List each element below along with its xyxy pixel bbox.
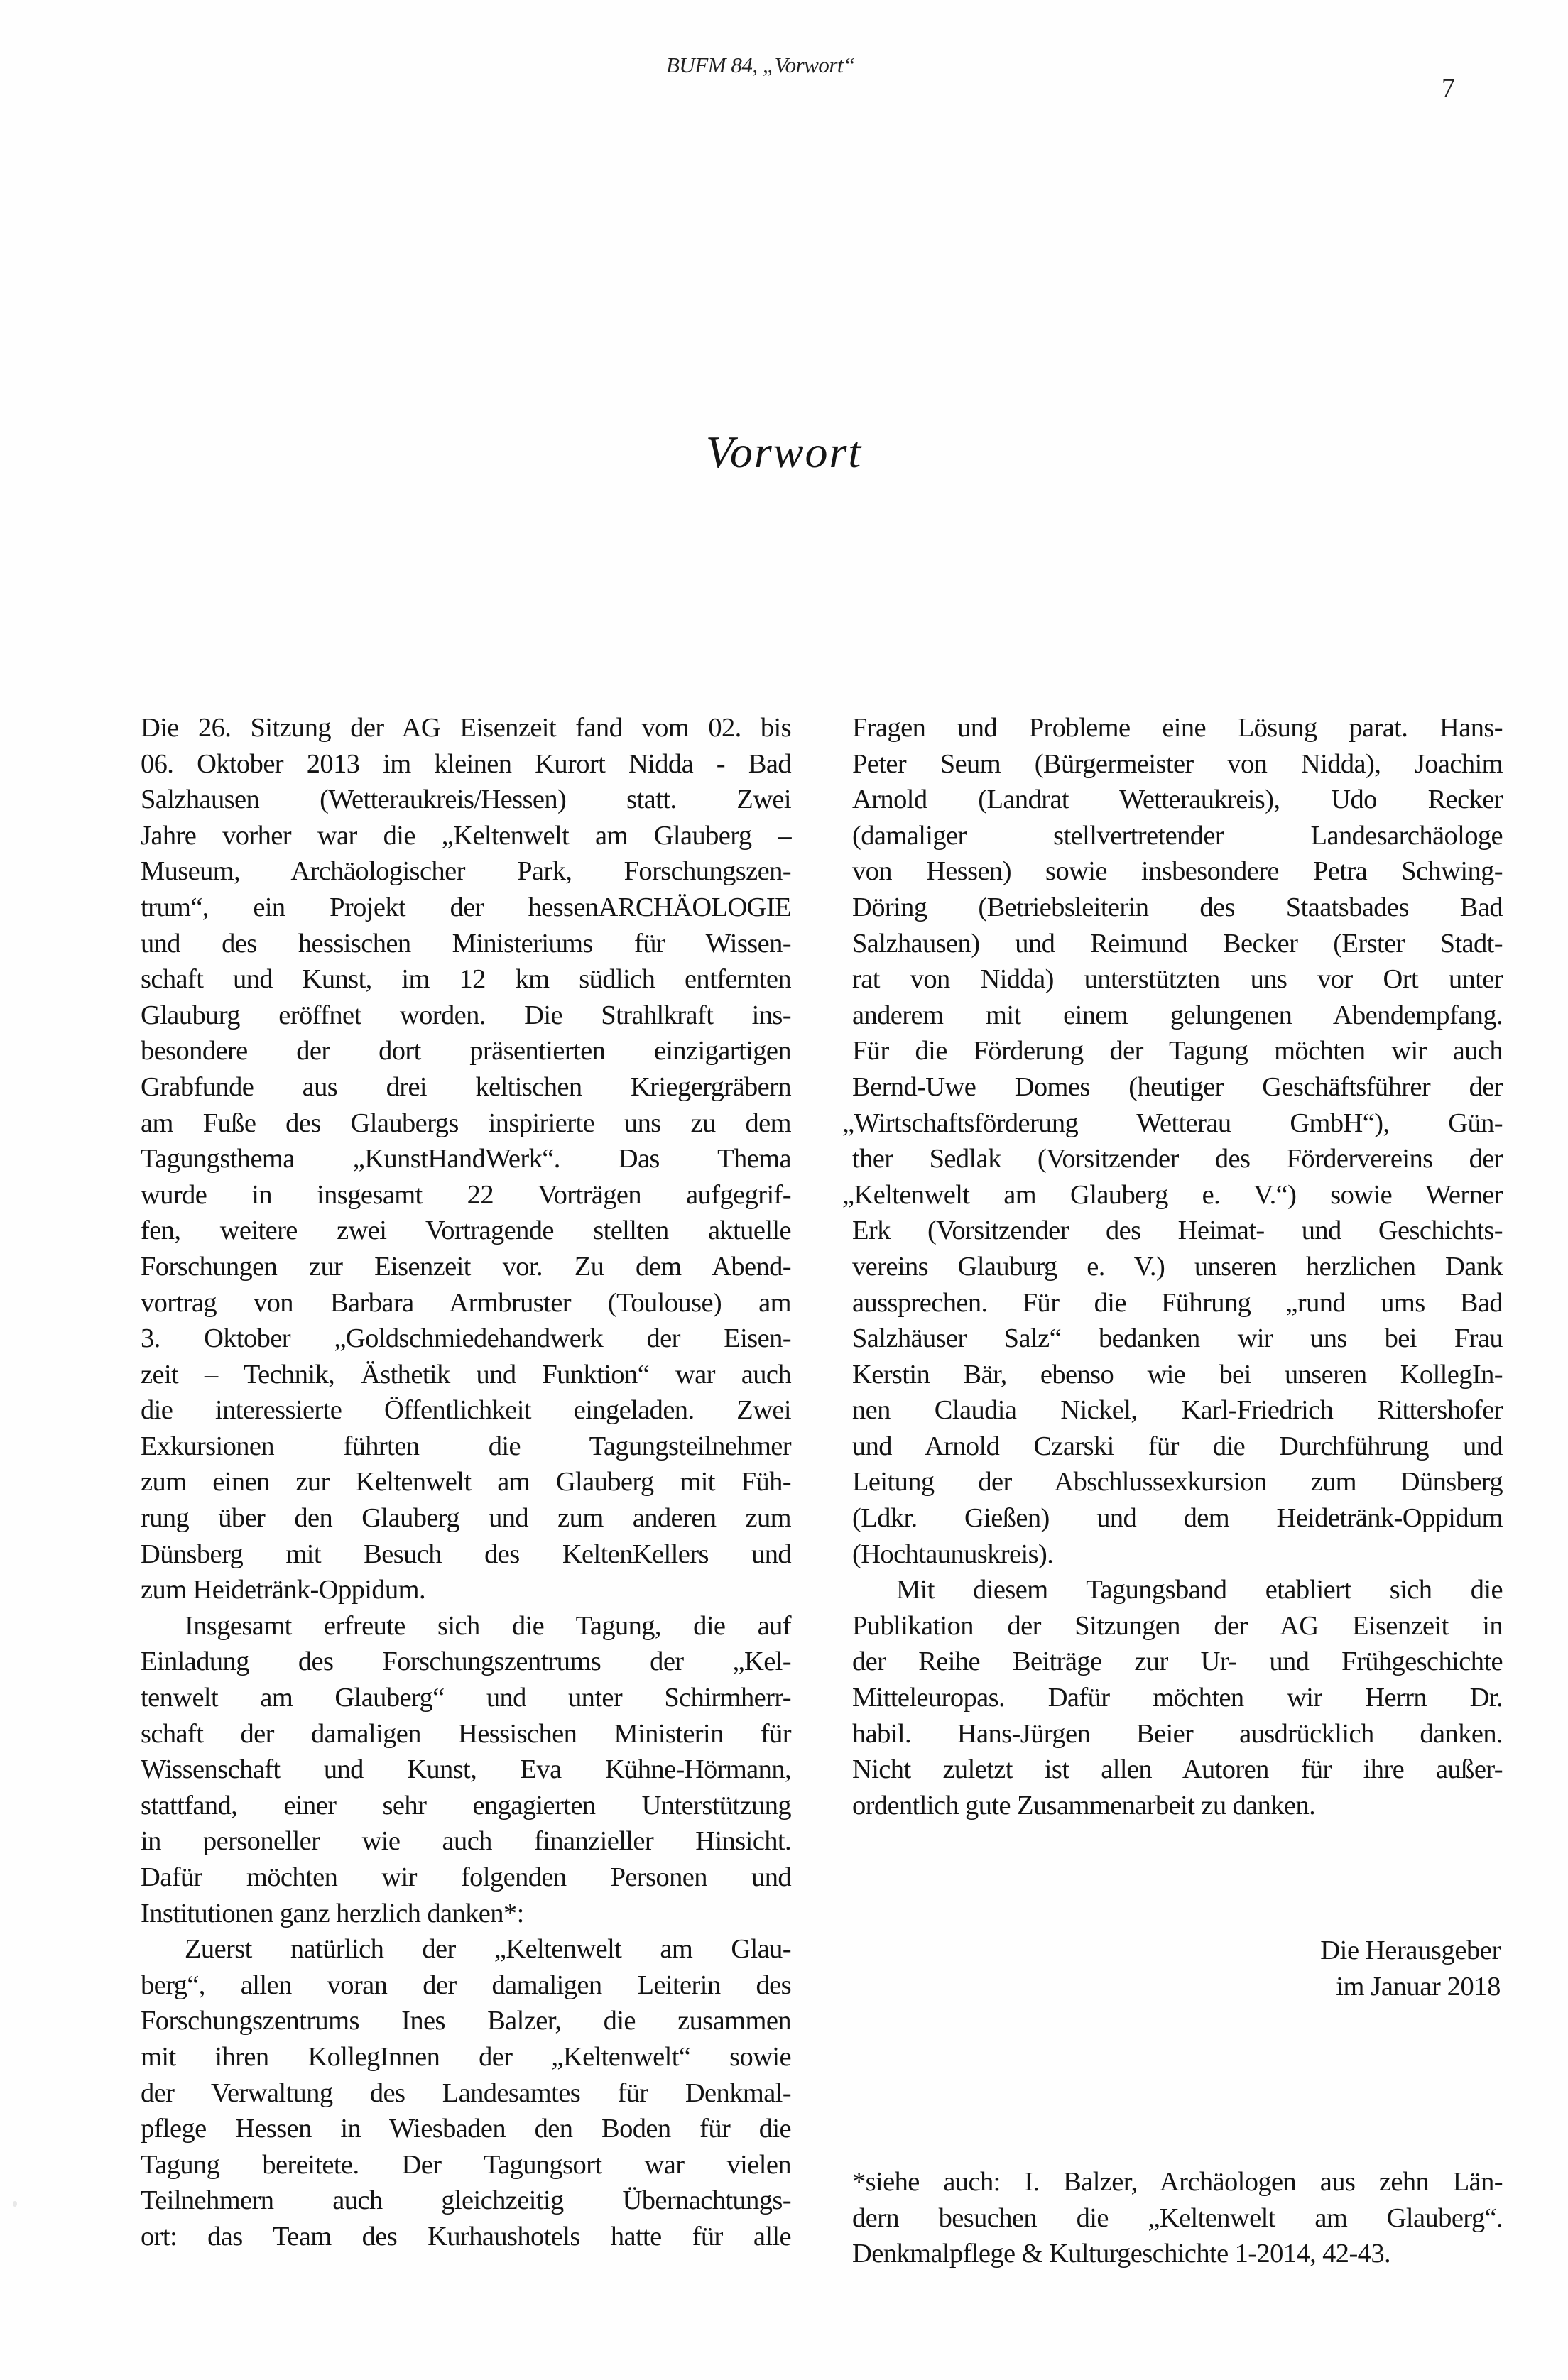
text-line: ther Sedlak (Vorsitzender des Fördervereins der [852,1144,1503,1174]
text-line: Kerstin Bär, ebenso wie bei unseren KollegIn- [852,1359,1503,1390]
text-line: schaft und Kunst, im 12 km südlich entfernten [141,964,791,995]
text-line: Jahre vorher war die „Keltenwelt am Glauberg – [141,820,791,851]
text-line: pflege Hessen in Wiesbaden den Boden für die [141,2114,791,2144]
text-line: ordentlich gute Zusammenarbeit zu danken. [852,1790,1316,1821]
text-line: Arnold (Landrat Wetteraukreis), Udo Recker [852,785,1503,815]
text-line: Wissenschaft und Kunst, Eva Kühne-Hörmann, [141,1754,791,1785]
text-line: Institutionen ganz herzlich danken*: [141,1898,524,1928]
text-line: am Fuße des Glaubergs inspirierte uns zu dem [141,1108,791,1138]
text-line: mit ihren KollegInnen der „Keltenwelt“ sowie [141,2041,791,2072]
text-line: Tagungsthema „KunstHandWerk“. Das Thema [141,1144,791,1174]
text-line: von Hessen) sowie insbesondere Petra Schwing- [852,856,1503,887]
text-line: Salzhausen) und Reimund Becker (Erster Stadt- [852,928,1503,959]
text-line: rat von Nidda) unterstützten uns vor Ort unter [852,964,1503,995]
text-line: fen, weitere zwei Vortragende stellten aktuelle [141,1216,791,1246]
text-line: tenwelt am Glauberg“ und unter Schirmherr- [141,1683,791,1713]
scan-artifact [13,2201,17,2207]
text-line: Bernd-Uwe Domes (heutiger Geschäftsführer der [852,1071,1503,1102]
text-line: wurde in insgesamt 22 Vorträgen aufgegrif- [141,1179,791,1210]
text-line: zeit – Technik, Ästhetik und Funktion“ war auch [141,1359,791,1390]
page-number: 7 [1442,73,1455,103]
text-line: anderem mit einem gelungenen Abendempfang. [852,1000,1503,1030]
text-line: vortrag von Barbara Armbruster (Toulouse) am [141,1287,791,1318]
signature-date: im Januar 2018 [1336,1972,1501,2002]
footnote-line: dern besuchen die „Keltenwelt am Glauberg“. [852,2202,1503,2233]
footnote-line: *siehe auch: I. Balzer, Archäologen aus zehn Län- [852,2167,1503,2197]
text-line: Salzhausen (Wetteraukreis/Hessen) statt. Zwei [141,785,791,815]
text-line: Museum, Archäologischer Park, Forschungszen- [141,856,791,887]
text-line: Döring (Betriebsleiterin des Staatsbades Bad [852,892,1503,922]
text-line: Exkursionen führten die Tagungsteilnehmer [141,1431,791,1461]
text-line: Salzhäuser Salz“ bedanken wir uns bei Frau [852,1323,1503,1354]
signature-editors: Die Herausgeber [1320,1936,1501,1965]
text-line: der Reihe Beiträge zur Ur- und Frühgeschichte [852,1647,1503,1677]
text-line: stattfand, einer sehr engagierten Unterstützung [141,1790,791,1821]
text-line: Peter Seum (Bürgermeister von Nidda), Joachim [852,748,1503,779]
left-column [141,710,791,2255]
text-line: zum einen zur Keltenwelt am Glauberg mit Füh- [141,1467,791,1497]
text-line: 06. Oktober 2013 im kleinen Kurort Nidda - Bad [141,748,791,779]
text-line: „Wirtschaftsförderung Wetterau GmbH“), Gün- [842,1108,1503,1138]
text-line: Forschungen zur Eisenzeit vor. Zu dem Abend- [141,1251,791,1282]
paragraph-start-line: Insgesamt erfreute sich die Tagung, die auf [185,1610,791,1641]
text-line: besondere der dort präsentierten einzigartigen [141,1036,791,1066]
text-line: (damaliger stellvertretender Landesarchäologe [852,820,1503,851]
text-line: habil. Hans-Jürgen Beier ausdrücklich danken. [852,1718,1503,1749]
text-line: Für die Förderung der Tagung möchten wir auch [852,1036,1503,1066]
text-line: und Arnold Czarski für die Durchführung und [852,1431,1503,1461]
paragraph-start-line: Mit diesem Tagungsband etabliert sich die [896,1575,1503,1605]
text-line: schaft der damaligen Hessischen Ministerin für [141,1718,791,1749]
text-line: Glauburg eröffnet worden. Die Strahlkraft ins- [141,1000,791,1030]
footnote [852,2164,1503,2272]
text-line: Leitung der Abschlussexkursion zum Dünsberg [852,1467,1503,1497]
text-line: trum“, ein Projekt der hessenARCHÄOLOGIE [141,892,791,922]
footnote-line: Denkmalpflege & Kulturgeschichte 1-2014, 42-43. [852,2239,1391,2269]
text-line: berg“, allen voran der damaligen Leiterin des [141,1970,791,2000]
text-line: Grabfunde aus drei keltischen Kriegergräbern [141,1071,791,1102]
text-line: aussprechen. Für die Führung „rund ums Bad [852,1287,1503,1318]
text-line: (Ldkr. Gießen) und dem Heidetränk-Oppidum [852,1503,1503,1534]
text-line: Nicht zuletzt ist allen Autoren für ihre außer- [852,1754,1503,1785]
text-line: in personeller wie auch finanzieller Hinsicht. [141,1826,791,1857]
text-line: Einladung des Forschungszentrums der „Kel- [141,1647,791,1677]
right-column [842,710,1503,1823]
paragraph-start-line: Zuerst natürlich der „Keltenwelt am Glau- [185,1934,791,1965]
text-line: 3. Oktober „Goldschmiedehandwerk der Eisen- [141,1323,791,1354]
text-line: nen Claudia Nickel, Karl-Friedrich Rittershofer [852,1395,1503,1426]
text-line: Publikation der Sitzungen der AG Eisenzeit in [852,1610,1503,1641]
text-line: Die 26. Sitzung der AG Eisenzeit fand vom 02. bis [141,713,791,743]
text-line: vereins Glauburg e. V.) unseren herzlichen Dank [852,1251,1503,1282]
text-line: (Hochtaunuskreis). [852,1539,1054,1569]
text-line: Fragen und Probleme eine Lösung parat. Hans- [852,713,1503,743]
text-line: ort: das Team des Kurhaushotels hatte für alle [141,2221,791,2251]
text-line: Dünsberg mit Besuch des KeltenKellers und [141,1539,791,1569]
text-line: der Verwaltung des Landesamtes für Denkmal- [141,2078,791,2108]
text-line: Erk (Vorsitzender des Heimat- und Geschichts- [852,1216,1503,1246]
text-line: und des hessischen Ministeriums für Wissen- [141,928,791,959]
text-line: die interessierte Öffentlichkeit eingeladen. Zwei [141,1395,791,1426]
text-line: zum Heidetränk-Oppidum. [141,1575,426,1605]
text-line: Dafür möchten wir folgenden Personen und [141,1862,791,1892]
signature-block [1320,1933,1501,2005]
page-title: Vorwort [705,427,863,477]
running-head: BUFM 84, „Vorwort“ [666,53,855,77]
text-line: Tagung bereitete. Der Tagungsort war vielen [141,2149,791,2180]
text-line: rung über den Glauberg und zum anderen zum [141,1503,791,1534]
text-line: Teilnehmern auch gleichzeitig Übernachtungs- [141,2185,791,2216]
text-line: Mitteleuropas. Dafür möchten wir Herrn Dr. [852,1683,1503,1713]
text-line: Forschungszentrums Ines Balzer, die zusammen [141,2006,791,2036]
text-line: „Keltenwelt am Glauberg e. V.“) sowie Werner [842,1179,1503,1210]
